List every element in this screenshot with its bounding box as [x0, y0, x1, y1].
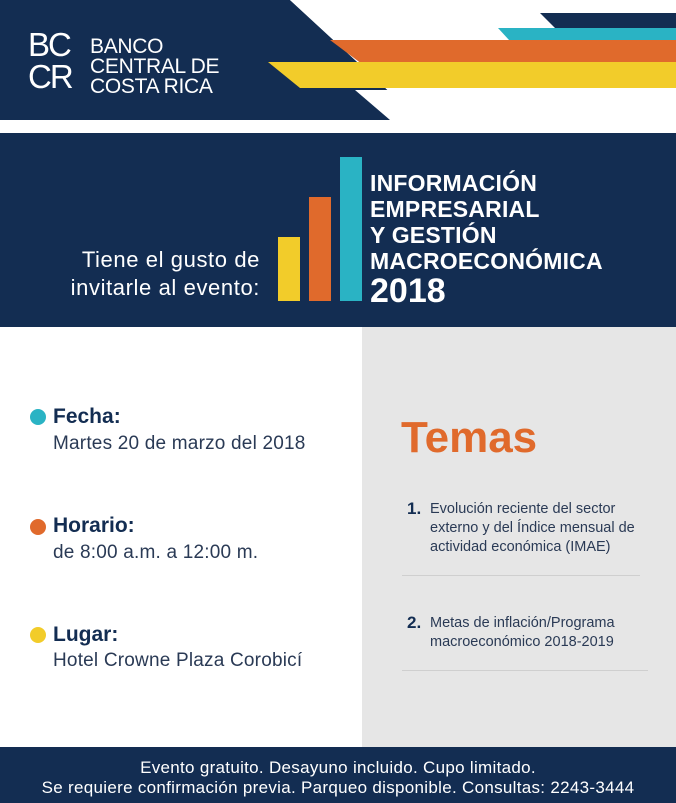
tema-1-line1: Evolución reciente del sector: [430, 501, 616, 517]
temas-title: Temas: [401, 413, 538, 462]
tema-1-number: 1.: [407, 499, 422, 518]
fecha-value: Martes 20 de marzo del 2018: [53, 433, 306, 454]
tema-2-line1: Metas de inflación/Programa: [430, 615, 615, 631]
logo-text-line3: COSTA RICA: [90, 75, 213, 98]
tema-2-number: 2.: [407, 613, 422, 632]
logo-mark-top: BC: [28, 26, 70, 63]
lugar-value: Hotel Crowne Plaza Corobicí: [53, 650, 303, 671]
logo-text-line1: BANCO: [90, 35, 164, 58]
temas-panel: [362, 327, 676, 747]
lugar-label: Lugar:: [53, 623, 119, 646]
horario-value: de 8:00 a.m. a 12:00 m.: [53, 542, 259, 563]
tema-1-line3: actividad económica (IMAE): [430, 539, 611, 555]
tema-divider: [402, 575, 640, 576]
yellow-dot-icon: [30, 627, 46, 643]
event-banner: [0, 133, 676, 327]
tema-2-line2: macroeconómico 2018-2019: [430, 634, 614, 650]
teal-dot-icon: [30, 409, 46, 425]
horario-label: Horario:: [53, 514, 135, 537]
tema-divider: [402, 670, 648, 671]
event-title-line4: MACROECONÓMICA: [370, 248, 603, 274]
event-title-line1: INFORMACIÓN: [370, 170, 538, 196]
invite-line1: Tiene el gusto de: [81, 247, 260, 272]
tema-1-line2: externo y del Índice mensual de: [430, 520, 635, 536]
logo-text-line2: CENTRAL DE: [90, 55, 220, 78]
footer-line1: Evento gratuito. Desayuno incluido. Cupo limitado.: [140, 758, 536, 777]
invite-line2: invitarle al evento:: [70, 275, 260, 300]
bar-chart-icon: [275, 155, 365, 303]
footer-line2: Se requiere confirmación previa. Parqueo disponible. Consultas: 2243-3444: [41, 778, 635, 797]
footer: [0, 747, 676, 803]
orange-dot-icon: [30, 519, 46, 535]
event-title-line3: Y GESTIÓN: [370, 222, 497, 248]
event-year: 2018: [370, 272, 446, 310]
event-title-line2: EMPRESARIAL: [370, 196, 540, 222]
event-details-panel: [0, 327, 362, 747]
logo-mark-bottom: CR: [28, 58, 72, 95]
header: [0, 0, 676, 120]
fecha-label: Fecha:: [53, 405, 121, 428]
